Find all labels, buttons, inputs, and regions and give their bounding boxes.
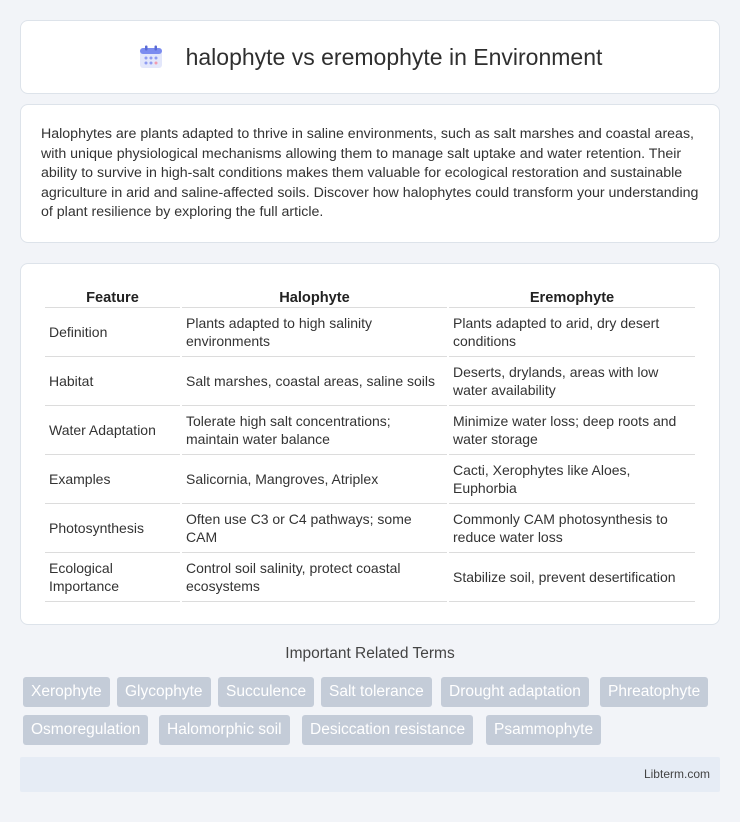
header <box>138 44 603 71</box>
tag-osmoregulation[interactable]: Osmoregulation <box>23 715 148 745</box>
cell-halophyte: Plants adapted to high salinity environments <box>182 308 447 357</box>
cell-feature: Examples <box>45 455 180 504</box>
table-row <box>45 357 695 406</box>
cell-feature: Habitat <box>45 357 180 406</box>
tag-xerophyte[interactable]: Xerophyte <box>23 677 110 707</box>
calendar-icon <box>138 44 164 70</box>
tag-drought-adaptation[interactable]: Drought adaptation <box>441 677 589 707</box>
cell-feature: Definition <box>45 308 180 357</box>
cell-halophyte: Control soil salinity, protect coastal ecosystems <box>182 553 447 602</box>
cell-feature: Ecological Importance <box>45 553 180 602</box>
cell-halophyte: Tolerate high salt concentrations; maintain water balance <box>182 406 447 455</box>
table-row <box>45 455 695 504</box>
header-feature: Feature <box>45 286 180 308</box>
cell-eremophyte: Commonly CAM photosynthesis to reduce water loss <box>449 504 695 553</box>
cell-eremophyte: Deserts, drylands, areas with low water availability <box>449 357 695 406</box>
footer-brand[interactable]: Libterm.com <box>643 767 710 781</box>
page-title: halophyte vs eremophyte in Environment <box>185 43 603 70</box>
cell-halophyte: Salicornia, Mangroves, Atriplex <box>182 455 447 504</box>
tag-salt-tolerance[interactable]: Salt tolerance <box>321 677 432 707</box>
cell-eremophyte: Plants adapted to arid, dry desert conditions <box>449 308 695 357</box>
tag-psammophyte[interactable]: Psammophyte <box>486 715 601 745</box>
tag-desiccation-resistance[interactable]: Desiccation resistance <box>302 715 473 745</box>
cell-eremophyte: Stabilize soil, prevent desertification <box>449 553 695 602</box>
cell-eremophyte: Minimize water loss; deep roots and water storage <box>449 406 695 455</box>
related-terms-title: Important Related Terms <box>285 645 455 662</box>
header-card <box>20 20 720 94</box>
table-row <box>45 504 695 553</box>
intro-text: Halophytes are plants adapted to thrive in saline environments, such as salt marshes and coastal areas, with unique physiological mechanisms allowing them to manage salt uptake and water retention. Their ability to survive in high-salt conditions makes them valuable for ecological restoration and sustainable agriculture in arid and saline-affected soils. Discover how halophytes could transform your understanding of plant resilience by exploring the full article. <box>41 126 699 221</box>
table-row <box>45 406 695 455</box>
cell-eremophyte: Cacti, Xerophytes like Aloes, Euphorbia <box>449 455 695 504</box>
footer <box>20 757 720 792</box>
header-eremophyte: Eremophyte <box>449 286 695 308</box>
cell-feature: Photosynthesis <box>45 504 180 553</box>
table-header-row <box>45 286 695 308</box>
table-row <box>45 553 695 602</box>
comparison-table <box>43 286 697 602</box>
table-row <box>45 308 695 357</box>
tag-glycophyte[interactable]: Glycophyte <box>117 677 211 707</box>
tag-phreatophyte[interactable]: Phreatophyte <box>600 677 708 707</box>
cell-halophyte: Often use C3 or C4 pathways; some CAM <box>182 504 447 553</box>
tag-halomorphic-soil[interactable]: Halomorphic soil <box>159 715 290 745</box>
comparison-table-card <box>20 263 720 625</box>
cell-halophyte: Salt marshes, coastal areas, saline soils <box>182 357 447 406</box>
tag-succulence[interactable]: Succulence <box>218 677 314 707</box>
intro-card <box>20 104 720 243</box>
cell-feature: Water Adaptation <box>45 406 180 455</box>
header-halophyte: Halophyte <box>182 286 447 308</box>
